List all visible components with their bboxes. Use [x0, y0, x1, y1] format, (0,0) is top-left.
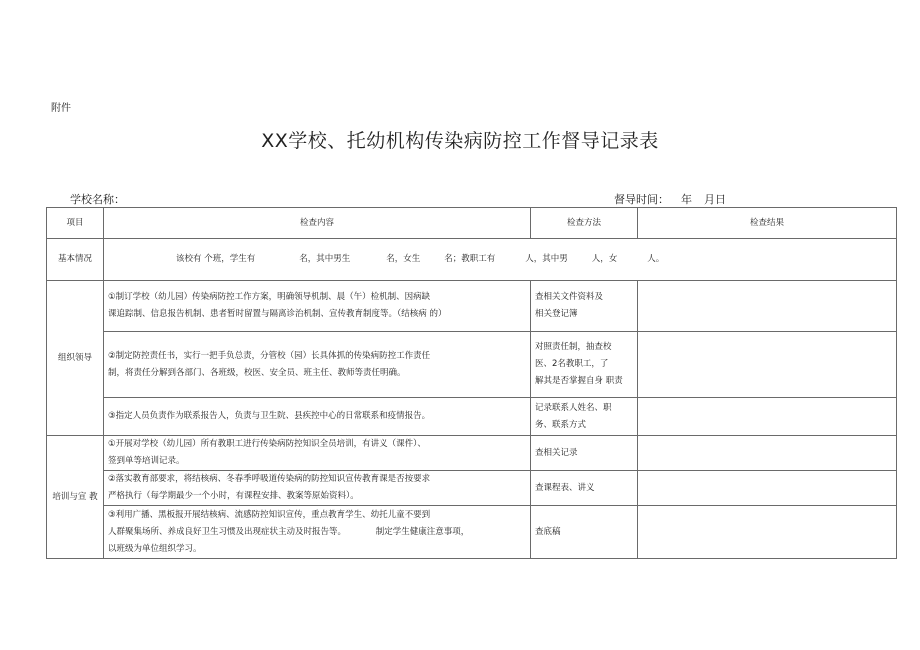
check-result-cell[interactable]: [638, 506, 897, 559]
header-item: 项目: [47, 208, 104, 239]
check-result-cell[interactable]: [638, 332, 897, 398]
method-line: 务、联系方式: [535, 419, 587, 430]
method-line: 查底稿: [535, 526, 561, 537]
document-title: XX学校、托幼机构传染病防控工作督导记录表: [261, 130, 659, 152]
content-line: ②落实教育部要求，将结核病、冬春季呼吸道传染病的防控知识宣传教育课是否按要求: [108, 474, 431, 484]
check-content: [104, 436, 531, 471]
method-line: 解其是否掌握自身 职责: [535, 376, 623, 386]
year-label: 年: [681, 193, 692, 206]
check-method: [531, 332, 638, 398]
table-row: [47, 506, 897, 559]
content-line: 签到单等培训记录。: [108, 456, 185, 466]
content-line: ①制订学校（幼儿园）传染病防控工作方案，明确领导机制、晨（午）检机制、因病缺: [108, 292, 431, 302]
method-line: 对照责任制，抽查校: [535, 342, 612, 352]
table-row: [47, 281, 897, 332]
check-content: [104, 332, 531, 398]
check-method: [531, 436, 638, 471]
table-row: [47, 471, 897, 506]
attachment-label: 附件: [51, 103, 71, 114]
content-line: 以班级为单位组织学习。: [108, 543, 202, 554]
method-line: 查相关文件资料及: [535, 292, 604, 302]
header-method: 检查方法: [531, 208, 638, 239]
supervision-record-table: [46, 207, 897, 559]
training-label: 培训与宣 教: [47, 436, 104, 559]
basic-part: 人，其中男: [525, 254, 568, 264]
table-row-basic: [47, 239, 897, 281]
basic-part: 人，女: [591, 254, 618, 264]
check-result-cell[interactable]: [638, 436, 897, 471]
school-name-label: 学校名称：: [70, 193, 125, 206]
check-result-cell[interactable]: [638, 471, 897, 506]
check-content: [104, 506, 531, 559]
content-line: ③利用广播、黑板报开展结核病、流感防控知识宣传，重点教育学生、幼托儿童不要到: [108, 509, 431, 520]
check-result-cell[interactable]: [638, 398, 897, 436]
basic-info-content: [104, 239, 897, 281]
supervision-time: [614, 191, 738, 207]
basic-part: 名，其中男生: [299, 254, 351, 264]
check-method: [531, 398, 638, 436]
content-line: ③指定人员负责作为联系报告人，负责与卫生院、县疾控中心的日常联系和疫情报告。: [108, 411, 431, 421]
header-content: 检查内容: [104, 208, 531, 239]
content-line: 课追踪制、信息报告机制、患者暂时留置与隔离诊治机制、宣传教育制度等。（结核病 的）: [108, 309, 447, 319]
content-line: ①开展对学校（幼儿园）所有教职工进行传染病防控知识全员培训，有讲义（课件）、: [108, 439, 426, 449]
check-content: [104, 471, 531, 506]
basic-part: 名，女生: [386, 254, 421, 264]
method-line: 记录联系人姓名、职: [535, 402, 612, 413]
basic-info-label: 基本情况: [47, 239, 104, 281]
check-method: [531, 471, 638, 506]
month-day-label: 月日: [704, 193, 726, 206]
check-method: [531, 506, 638, 559]
method-line: 查课程表、讲义: [535, 482, 595, 493]
check-method: [531, 281, 638, 332]
method-line: 查相关记录: [535, 447, 578, 458]
content-line: 制，将责任分解到各部门、各班级，校医、安全员、班主任、教师等责任明确。: [108, 367, 406, 378]
basic-part: 名；教职工有: [444, 254, 496, 264]
header-result: 检查结果: [638, 208, 897, 239]
table-header-row: [47, 208, 897, 239]
table-row: [47, 436, 897, 471]
check-content: [104, 398, 531, 436]
content-line: ②制定防控责任书，实行一把手负总责，分管校（园）长具体抓的传染病防控工作责任: [108, 350, 431, 361]
check-content: [104, 281, 531, 332]
table-row: [47, 398, 897, 436]
method-line: 相关登记簿: [535, 309, 578, 319]
basic-part: 人。: [647, 254, 665, 264]
supervision-time-label: 督导时间：: [614, 193, 669, 206]
basic-part: 该校有 个班，学生有: [176, 254, 256, 264]
content-line: 严格执行（每学期最少一个小时，有课程安排、教案等原始资料）。: [108, 491, 359, 501]
content-line: 人群聚集场所、养成良好卫生习惯及出现症状主动及时报告等。 制定学生健康注意事项，: [108, 526, 470, 537]
check-result-cell[interactable]: [638, 281, 897, 332]
method-line: 医、2名教职工，了: [535, 359, 609, 369]
org-leadership-label: 组织领导: [47, 281, 104, 436]
table-row: [47, 332, 897, 398]
